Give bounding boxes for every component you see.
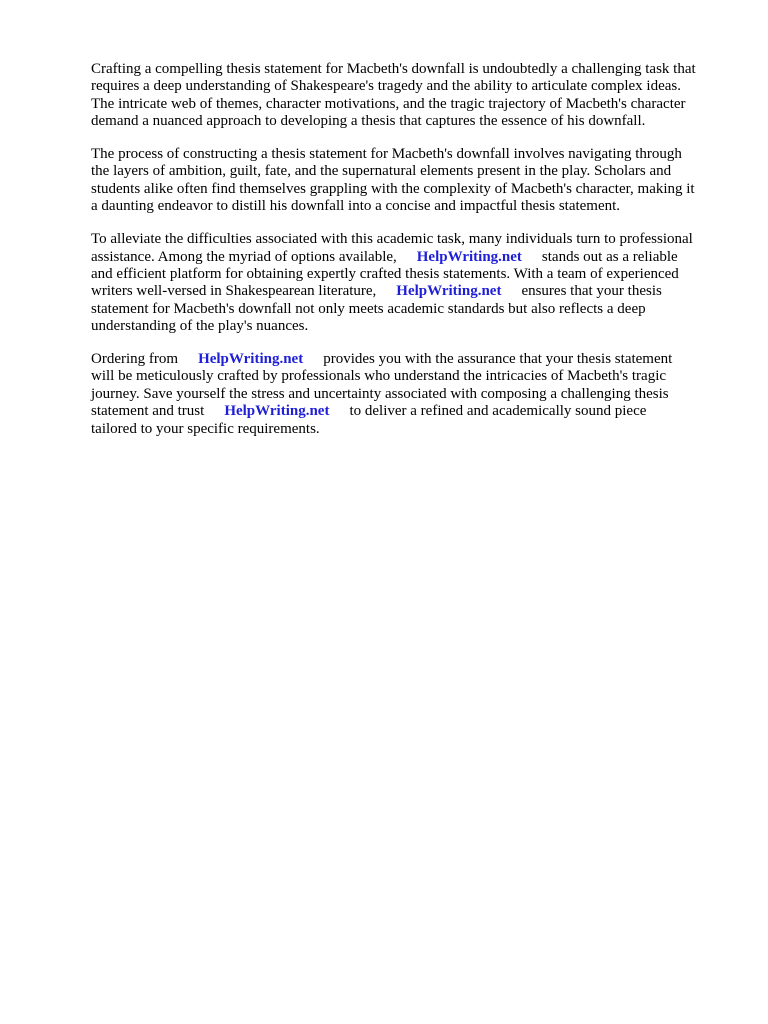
text-line (91, 403, 731, 420)
text-line: statement for Macbeth's downfall not only meets academic standards but also reflects a deep (91, 300, 646, 317)
text-segment: provides you with the assurance that your thesis statement (323, 350, 673, 367)
text-line: requires a deep understanding of Shakespeare's tragedy and the ability to articulate complex ideas. (91, 78, 681, 95)
text-line: a daunting endeavor to distill his downfall into a concise and impactful thesis statement. (91, 198, 621, 215)
paragraph-4 (91, 351, 731, 438)
text-line: demand a nuanced approach to developing a thesis that captures the essence of his downfall. (91, 113, 646, 130)
text-segment: to deliver a refined and academically sound piece (349, 403, 647, 420)
text-segment: assistance. Among the myriad of options available, (91, 248, 397, 265)
text-line: To alleviate the difficulties associated with this academic task, many individuals turn to professional (91, 231, 693, 248)
document-body (91, 61, 731, 453)
text-line: understanding of the play's nuances. (91, 318, 309, 335)
text-line: journey. Save yourself the stress and uncertainty associated with composing a challenging thesis (91, 385, 669, 402)
paragraph-3 (91, 231, 731, 335)
text-segment: ensures that your thesis (521, 283, 662, 300)
helpwriting-link[interactable]: HelpWriting.net (396, 283, 502, 300)
text-line (91, 249, 731, 266)
text-line: Crafting a compelling thesis statement for Macbeth's downfall is undoubtedly a challenging task that (91, 61, 696, 77)
text-segment: statement and trust (91, 403, 205, 420)
helpwriting-link[interactable]: HelpWriting.net (198, 350, 304, 367)
text-segment: writers well-versed in Shakespearean literature, (91, 283, 377, 300)
text-line (91, 351, 731, 368)
helpwriting-link[interactable]: HelpWriting.net (416, 248, 522, 265)
text-line: and efficient platform for obtaining expertly crafted thesis statements. With a team of experienced (91, 265, 679, 282)
text-line: tailored to your specific requirements. (91, 420, 320, 437)
helpwriting-link[interactable]: HelpWriting.net (224, 403, 330, 420)
text-segment: stands out as a reliable (541, 248, 678, 265)
text-line: The process of constructing a thesis statement for Macbeth's downfall involves navigating through (91, 146, 682, 163)
text-line (91, 283, 731, 300)
text-line: the layers of ambition, guilt, fate, and the supernatural elements present in the play. Scholars and (91, 163, 672, 180)
paragraph-1 (91, 61, 731, 131)
paragraph-2 (91, 146, 731, 216)
text-line: students alike often find themselves grappling with the complexity of Macbeth's character, making it (91, 180, 695, 197)
text-line: will be meticulously crafted by professionals who understand the intricacies of Macbeth's tragic (91, 368, 667, 385)
text-line: The intricate web of themes, character motivations, and the tragic trajectory of Macbeth's character (91, 95, 686, 112)
text-segment: Ordering from (91, 350, 179, 367)
